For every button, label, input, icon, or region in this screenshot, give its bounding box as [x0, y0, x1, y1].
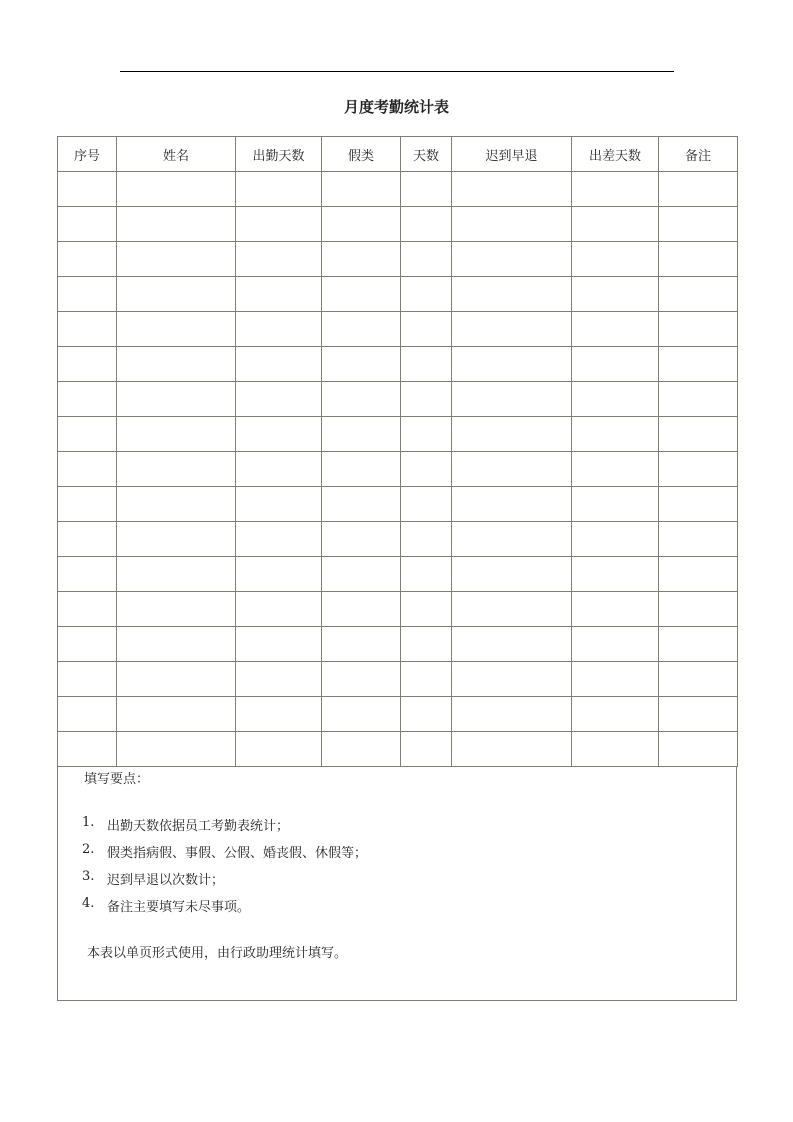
column-header: 假类 — [322, 137, 401, 172]
table-cell[interactable] — [236, 487, 322, 522]
table-cell[interactable] — [236, 242, 322, 277]
table-cell[interactable] — [659, 347, 738, 382]
table-cell[interactable] — [659, 662, 738, 697]
table-cell[interactable] — [401, 522, 452, 557]
table-row — [58, 627, 738, 662]
table-cell[interactable] — [236, 172, 322, 207]
table-cell[interactable] — [322, 277, 401, 312]
table-cell[interactable] — [236, 312, 322, 347]
table-cell[interactable] — [401, 382, 452, 417]
table-cell[interactable] — [322, 627, 401, 662]
table-cell[interactable] — [322, 207, 401, 242]
table-cell[interactable] — [322, 382, 401, 417]
table-row — [58, 592, 738, 627]
table-cell[interactable] — [572, 592, 659, 627]
table-cell[interactable] — [117, 207, 236, 242]
table-cell[interactable] — [572, 347, 659, 382]
table-cell[interactable] — [659, 312, 738, 347]
table-cell[interactable] — [117, 662, 236, 697]
table-cell[interactable] — [572, 172, 659, 207]
column-header: 姓名 — [117, 137, 236, 172]
table-cell[interactable] — [659, 522, 738, 557]
table-cell[interactable] — [58, 662, 117, 697]
table-cell[interactable] — [117, 522, 236, 557]
table-cell[interactable] — [572, 487, 659, 522]
table-cell[interactable] — [452, 452, 572, 487]
table-cell[interactable] — [236, 207, 322, 242]
table-cell[interactable] — [58, 277, 117, 312]
table-cell[interactable] — [572, 522, 659, 557]
attendance-table — [57, 136, 738, 767]
table-cell[interactable] — [117, 557, 236, 592]
note-item: 假类指病假、事假、公假、婚丧假、休假等； — [107, 846, 368, 861]
table-cell[interactable] — [58, 207, 117, 242]
table-row — [58, 207, 738, 242]
table-cell[interactable] — [659, 697, 738, 732]
table-cell[interactable] — [236, 522, 322, 557]
table-cell[interactable] — [401, 627, 452, 662]
table-cell[interactable] — [659, 627, 738, 662]
table-cell[interactable] — [452, 207, 572, 242]
note-number: 4. — [82, 896, 95, 911]
table-cell[interactable] — [236, 382, 322, 417]
table-cell[interactable] — [401, 242, 452, 277]
table-cell[interactable] — [117, 452, 236, 487]
table-cell[interactable] — [58, 312, 117, 347]
table-cell[interactable] — [401, 662, 452, 697]
table-cell[interactable] — [572, 417, 659, 452]
column-header: 序号 — [58, 137, 117, 172]
table-cell[interactable] — [322, 697, 401, 732]
table-cell[interactable] — [572, 242, 659, 277]
table-cell[interactable] — [452, 557, 572, 592]
table-cell[interactable] — [58, 627, 117, 662]
table-cell[interactable] — [401, 417, 452, 452]
table-cell[interactable] — [236, 277, 322, 312]
table-row — [58, 487, 738, 522]
table-cell[interactable] — [322, 487, 401, 522]
table-cell[interactable] — [572, 312, 659, 347]
table-cell[interactable] — [117, 277, 236, 312]
note-item: 备注主要填写未尽事项。 — [107, 900, 251, 915]
table-row — [58, 732, 738, 767]
table-row — [58, 557, 738, 592]
note-item: 出勤天数依据员工考勤表统计； — [107, 819, 290, 834]
table-cell[interactable] — [117, 242, 236, 277]
table-row — [58, 382, 738, 417]
table-row — [58, 312, 738, 347]
table-cell[interactable] — [322, 312, 401, 347]
table-cell[interactable] — [58, 242, 117, 277]
table-cell[interactable] — [322, 417, 401, 452]
table-cell[interactable] — [58, 557, 117, 592]
table-cell[interactable] — [572, 662, 659, 697]
table-cell[interactable] — [452, 242, 572, 277]
table-cell[interactable] — [401, 732, 452, 767]
table-cell[interactable] — [322, 347, 401, 382]
table-header-row — [58, 137, 738, 172]
table-cell[interactable] — [117, 592, 236, 627]
table-cell[interactable] — [572, 277, 659, 312]
table-cell[interactable] — [322, 452, 401, 487]
table-cell[interactable] — [659, 382, 738, 417]
column-header: 天数 — [401, 137, 452, 172]
table-cell[interactable] — [401, 207, 452, 242]
column-header: 备注 — [659, 137, 738, 172]
table-cell[interactable] — [401, 697, 452, 732]
table-cell[interactable] — [58, 417, 117, 452]
table-cell[interactable] — [117, 697, 236, 732]
table-cell[interactable] — [58, 487, 117, 522]
table-cell[interactable] — [236, 557, 322, 592]
table-cell[interactable] — [58, 592, 117, 627]
table-cell[interactable] — [572, 732, 659, 767]
table-cell[interactable] — [452, 627, 572, 662]
table-cell[interactable] — [659, 242, 738, 277]
table-cell[interactable] — [659, 732, 738, 767]
table-cell[interactable] — [452, 697, 572, 732]
table-cell[interactable] — [322, 662, 401, 697]
table-cell[interactable] — [572, 557, 659, 592]
table-cell[interactable] — [322, 592, 401, 627]
table-cell[interactable] — [401, 592, 452, 627]
table-cell[interactable] — [322, 732, 401, 767]
table-cell[interactable] — [572, 452, 659, 487]
table-cell[interactable] — [452, 312, 572, 347]
table-row — [58, 662, 738, 697]
table-cell[interactable] — [572, 697, 659, 732]
column-header: 出差天数 — [572, 137, 659, 172]
table-cell[interactable] — [236, 662, 322, 697]
page-title: 月度考勤统计表 — [343, 98, 449, 116]
table-cell[interactable] — [117, 487, 236, 522]
table-cell[interactable] — [117, 382, 236, 417]
table-cell[interactable] — [58, 452, 117, 487]
column-header: 出勤天数 — [236, 137, 322, 172]
table-cell[interactable] — [452, 732, 572, 767]
table-cell[interactable] — [659, 417, 738, 452]
table-cell[interactable] — [659, 452, 738, 487]
table-cell[interactable] — [58, 732, 117, 767]
table-cell[interactable] — [236, 592, 322, 627]
table-cell[interactable] — [401, 172, 452, 207]
notes-heading: 填写要点： — [84, 772, 150, 787]
table-row — [58, 417, 738, 452]
note-item: 迟到早退以次数计； — [107, 873, 225, 888]
table-cell[interactable] — [236, 627, 322, 662]
table-cell[interactable] — [236, 452, 322, 487]
table-cell[interactable] — [322, 557, 401, 592]
table-cell[interactable] — [401, 347, 452, 382]
note-number: 2. — [82, 842, 95, 857]
table-cell[interactable] — [58, 522, 117, 557]
table-cell[interactable] — [236, 732, 322, 767]
table-row — [58, 522, 738, 557]
table-cell[interactable] — [659, 557, 738, 592]
table-row — [58, 277, 738, 312]
table-cell[interactable] — [452, 662, 572, 697]
table-cell[interactable] — [452, 382, 572, 417]
table-cell[interactable] — [117, 347, 236, 382]
table-cell[interactable] — [236, 347, 322, 382]
table-cell[interactable] — [401, 312, 452, 347]
table-cell[interactable] — [117, 732, 236, 767]
table-cell[interactable] — [322, 172, 401, 207]
table-cell[interactable] — [452, 487, 572, 522]
table-cell[interactable] — [322, 242, 401, 277]
table-cell[interactable] — [659, 487, 738, 522]
table-cell[interactable] — [452, 347, 572, 382]
table-cell[interactable] — [659, 592, 738, 627]
note-number: 3. — [82, 869, 95, 884]
column-header: 迟到早退 — [452, 137, 572, 172]
table-cell[interactable] — [117, 172, 236, 207]
table-cell[interactable] — [452, 592, 572, 627]
table-cell[interactable] — [572, 382, 659, 417]
table-row — [58, 452, 738, 487]
table-cell[interactable] — [58, 697, 117, 732]
table-cell[interactable] — [236, 417, 322, 452]
table-cell[interactable] — [58, 382, 117, 417]
table-cell[interactable] — [452, 277, 572, 312]
table-cell[interactable] — [401, 487, 452, 522]
table-cell[interactable] — [117, 417, 236, 452]
table-cell[interactable] — [452, 522, 572, 557]
notes-footer: 本表以单页形式使用，由行政助理统计填写。 — [87, 946, 348, 961]
table-cell[interactable] — [659, 172, 738, 207]
table-row — [58, 697, 738, 732]
note-number: 1. — [82, 815, 95, 830]
header-rule — [120, 71, 674, 72]
table-cell[interactable] — [117, 627, 236, 662]
table-cell[interactable] — [659, 277, 738, 312]
table-cell[interactable] — [572, 627, 659, 662]
table-cell[interactable] — [659, 207, 738, 242]
table-row — [58, 347, 738, 382]
table-cell[interactable] — [572, 207, 659, 242]
table-cell[interactable] — [401, 557, 452, 592]
table-cell[interactable] — [452, 417, 572, 452]
table-cell[interactable] — [58, 347, 117, 382]
table-cell[interactable] — [452, 172, 572, 207]
table-row — [58, 242, 738, 277]
table-cell[interactable] — [58, 172, 117, 207]
table-row — [58, 172, 738, 207]
table-cell[interactable] — [401, 277, 452, 312]
table-cell[interactable] — [322, 522, 401, 557]
table-cell[interactable] — [117, 312, 236, 347]
notes-section — [57, 766, 737, 1001]
table-cell[interactable] — [401, 452, 452, 487]
table-cell[interactable] — [236, 697, 322, 732]
